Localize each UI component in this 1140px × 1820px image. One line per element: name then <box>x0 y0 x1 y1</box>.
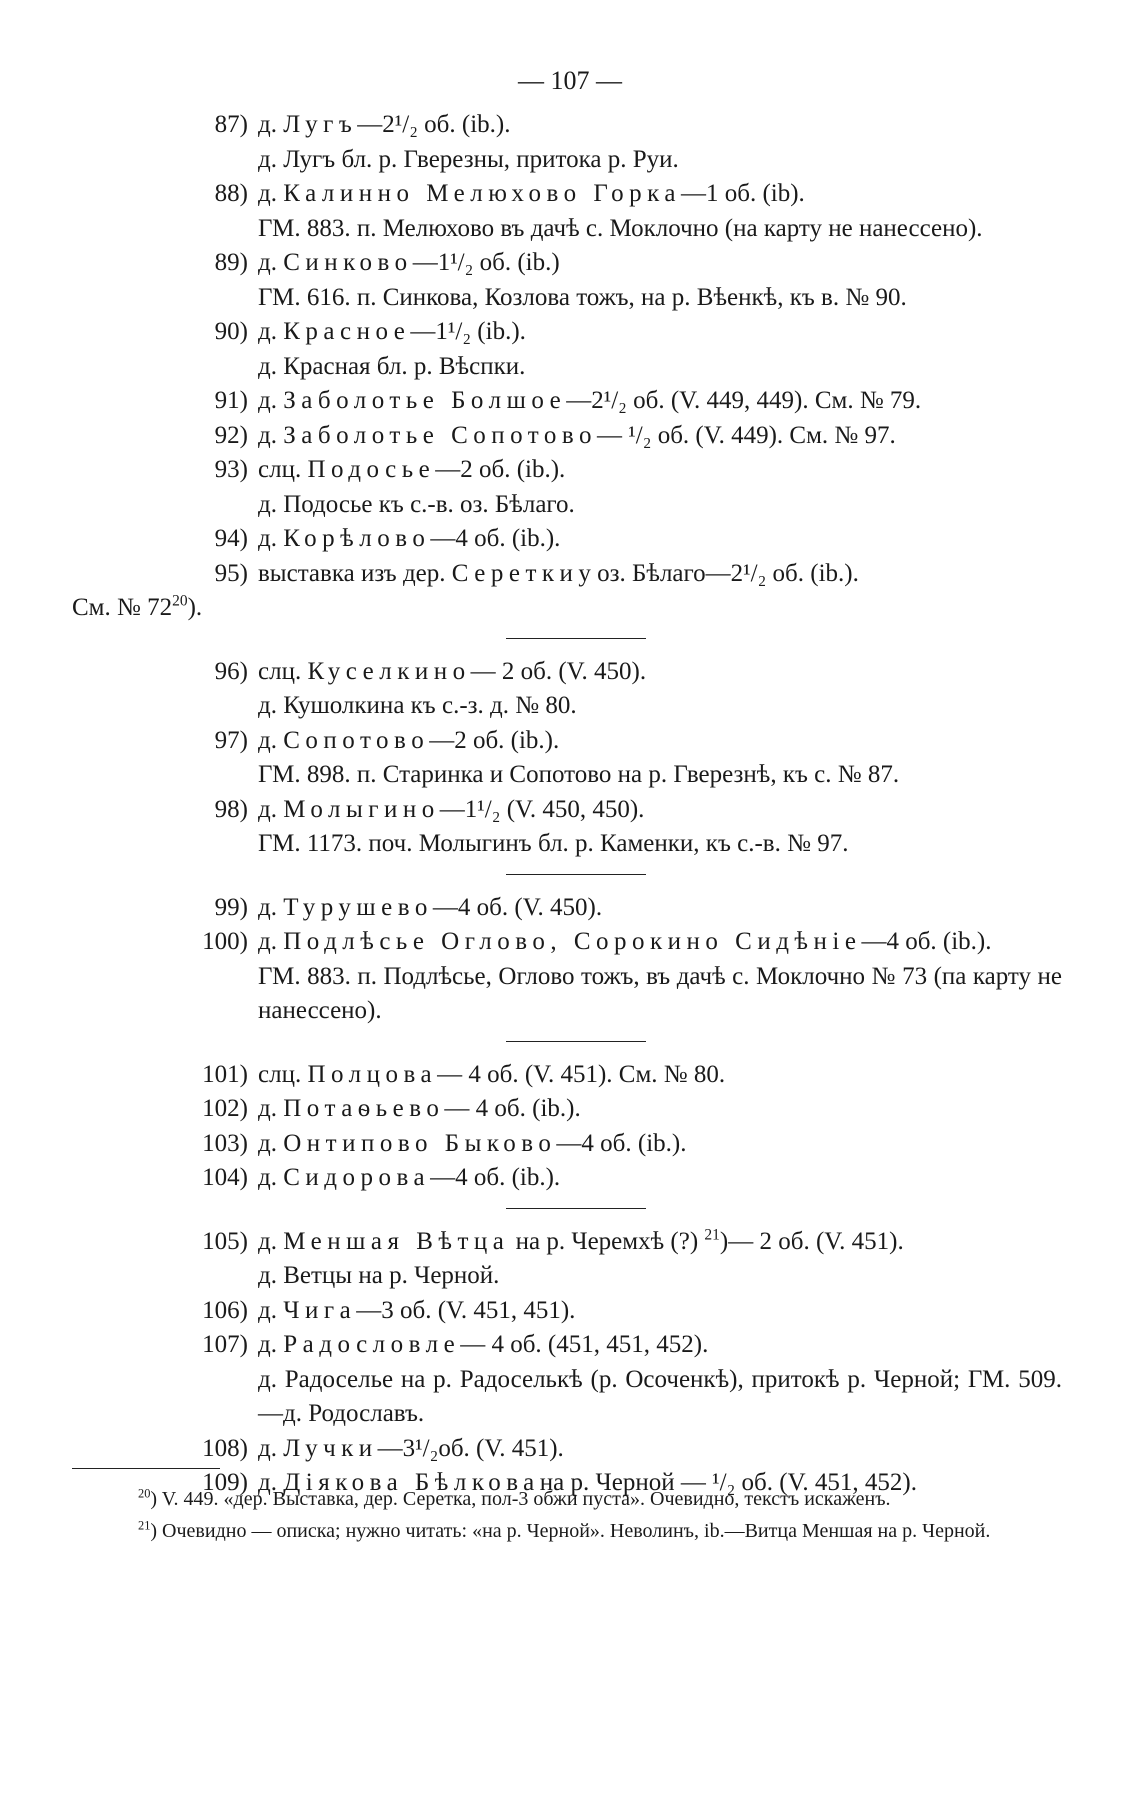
entry-detail: —4 об. (ib.). <box>556 1129 687 1157</box>
entry-detail: у оз. Бѣлаго—2¹/₂ об. (ib.). <box>578 559 859 587</box>
entry-detail: —1¹/₂ об. (ib.) <box>412 249 560 276</box>
entry-note: д. Лугъ бл. р. Гверезны, притока р. Руи. <box>258 145 679 173</box>
entry-line <box>72 1328 1062 1363</box>
entry-number: 93) <box>214 456 248 483</box>
settlement-type: д. <box>258 249 277 276</box>
settlement-type: слц. <box>258 657 302 685</box>
entry-line <box>72 557 1062 592</box>
entry-number: 99) <box>214 893 248 921</box>
footnote <box>72 1484 1062 1514</box>
settlement-type: д. <box>258 111 277 138</box>
entry-number: 101) <box>202 1060 248 1088</box>
settlement-type: д. <box>258 525 277 552</box>
entry-detail: — 4 об. (451, 451, 452). <box>460 1331 709 1358</box>
entry-detail: —4 об. (ib.). <box>430 1164 561 1191</box>
settlement-name: Серетки <box>451 559 579 587</box>
settlement-type: д. <box>258 1296 277 1324</box>
entry-line <box>72 891 1062 926</box>
settlement-type: слц. <box>258 456 302 483</box>
settlement-name: Турушево <box>283 893 433 921</box>
entry-line <box>72 1058 1062 1093</box>
settlement-type: выставка изъ дер. <box>258 559 446 587</box>
entry-line <box>72 1161 1062 1196</box>
settlement-name: Корѣлово <box>283 525 431 552</box>
entry-group-5 <box>72 1225 1062 1501</box>
settlement-name: Потаѳьево <box>283 1095 445 1122</box>
footnote <box>72 1516 1062 1546</box>
entry-group-4 <box>72 1058 1062 1196</box>
settlement-type: д. <box>258 318 277 345</box>
settlement-type: д. <box>258 726 277 754</box>
settlement-type: д. <box>258 1227 277 1255</box>
settlement-type: слц. <box>258 1060 302 1088</box>
entry-line <box>72 793 1062 828</box>
entry-number: 108) <box>202 1434 248 1462</box>
entry-number: 104) <box>202 1164 248 1191</box>
entry-group-1 <box>72 108 1062 626</box>
settlement-type: д. <box>258 387 277 414</box>
entry-line <box>72 177 1062 212</box>
entry-detail: —2¹/₂ об. (V. 449, 449). См. № 79. <box>566 387 922 414</box>
entry-note: ГМ. 616. п. Синкова, Козлова тожъ, на р. Вѣенкѣ, къ в. № 90. <box>258 283 907 311</box>
settlement-name: Синково <box>283 249 413 276</box>
entry-line <box>72 655 1062 690</box>
entry-number: 92) <box>214 421 248 449</box>
entry-detail: ). <box>187 594 203 621</box>
entry-number: 96) <box>214 657 248 685</box>
entry-note: д. Подосье къ с.-в. оз. Бѣлаго. <box>258 490 575 518</box>
footnote-text: ) V. 449. «дер. Выставка, дер. Серетка, пол-3 обжи пуста». Очевидно, текстъ искаженъ. <box>150 1488 891 1510</box>
entry-number: 98) <box>214 795 248 823</box>
entry-line <box>72 1225 1062 1260</box>
entry-number: 87) <box>214 111 248 138</box>
entry-continuation <box>72 591 1062 626</box>
section-divider <box>506 638 646 639</box>
settlement-type: д. <box>258 893 277 921</box>
settlement-name: Подлѣсье Оглово, Сорокино Сидѣніе <box>283 928 862 955</box>
entry-note: ГМ. 883. п. Мелюхово въ дачѣ с. Моклочно (на карту не нанессено). <box>258 214 983 242</box>
entry-detail: —2 об. (ib.). <box>435 456 566 483</box>
settlement-name: Меншая Вѣтца <box>283 1227 510 1255</box>
settlement-type: д. <box>258 795 277 823</box>
footnote-mark: 21 <box>138 1518 151 1533</box>
entry-line <box>72 1092 1062 1127</box>
section-divider <box>506 874 646 875</box>
entry-detail: —1¹/₂ (V. 450, 450). <box>439 795 645 823</box>
footnotes <box>72 1484 1062 1548</box>
entry-detail: —4 об. (ib.). <box>430 525 561 552</box>
entry-detail: —3 об. (V. 451, 451). <box>356 1296 576 1324</box>
entry-number: 103) <box>202 1129 248 1157</box>
settlement-name: Молыгино <box>283 795 440 823</box>
settlement-name: Полцова <box>307 1060 438 1088</box>
settlement-name: Сидорова <box>283 1164 431 1191</box>
settlement-name: Радословле <box>283 1331 461 1358</box>
settlement-name: Куселкино <box>307 657 471 685</box>
footnote-mark: 20 <box>138 1486 151 1501</box>
settlement-name: Лучки <box>283 1434 378 1462</box>
section-divider <box>506 1208 646 1209</box>
settlement-name: Лугъ <box>283 111 358 138</box>
entry-line <box>72 315 1062 350</box>
entry-note: ГМ. 883. п. Подлѣсье, Оглово тожъ, въ дачѣ с. Моклочно № 73 (па карту не нанессено). <box>258 962 1062 1024</box>
entry-line <box>72 1127 1062 1162</box>
entry-note: д. Кушолкина къ с.-з. д. № 80. <box>258 692 577 719</box>
settlement-type: д. <box>258 1095 277 1122</box>
entry-detail: См. № 72 <box>72 594 173 621</box>
settlement-name: Заболотье Сопотово <box>283 421 598 449</box>
entry-line <box>72 925 1062 960</box>
entry-line <box>72 419 1062 454</box>
entry-line <box>72 246 1062 281</box>
footnote-ref: 20 <box>172 592 188 610</box>
entry-number: 106) <box>202 1296 248 1324</box>
settlement-name: Чига <box>283 1296 357 1324</box>
settlement-type: д. <box>258 1129 277 1157</box>
settlement-name: Діякова Бѣлкова <box>283 1469 540 1496</box>
entry-detail: — ¹/₂ об. (V. 449). См. № 97. <box>597 421 896 449</box>
entry-line <box>72 453 1062 488</box>
entry-line <box>72 522 1062 557</box>
entry-number: 107) <box>202 1331 248 1358</box>
settlement-type: д. <box>258 1434 277 1462</box>
entry-detail: — 2 об. (V. 450). <box>470 657 647 685</box>
entry-note: д. Радоселье на р. Радоселькѣ (р. Осоченкѣ), притокѣ р. Черной; ГМ. 509.—д. Родославъ. <box>258 1365 1062 1427</box>
section-divider <box>506 1041 646 1042</box>
entry-number: 97) <box>214 726 248 754</box>
entry-group-3 <box>72 891 1062 1029</box>
entry-number: 95) <box>214 559 248 587</box>
entry-line <box>72 1432 1062 1467</box>
entry-detail: на р. Черной — ¹/₂ об. (V. 451, 452). <box>539 1469 917 1496</box>
entry-number: 89) <box>214 249 248 276</box>
entry-line <box>72 108 1062 143</box>
footnote-ref: 21 <box>704 1226 720 1244</box>
entry-detail: )— 2 об. (V. 451). <box>719 1227 904 1255</box>
settlement-type: д. <box>258 180 277 207</box>
settlement-type: д. <box>258 1164 277 1191</box>
settlement-type: д. <box>258 421 277 449</box>
entry-detail: — 4 об. (V. 451). См. № 80. <box>437 1060 726 1088</box>
entry-note: д. Ветцы на р. Черной. <box>258 1262 500 1289</box>
entry-detail: — 4 об. (ib.). <box>444 1095 581 1122</box>
settlement-name: Сопотово <box>283 726 430 754</box>
entry-detail: —1 об. (ib). <box>680 180 805 207</box>
entry-line <box>72 1294 1062 1329</box>
entry-note: ГМ. 1173. поч. Молыгинъ бл. р. Каменки, къ с.-в. № 97. <box>258 830 849 857</box>
settlement-name: Заболотье Болшое <box>283 387 567 414</box>
footnote-text: ) Очевидно — описка; нужно читать: «на р. Черной». Неволинъ, ib.—Витца Меншая на р. Черной. <box>150 1520 991 1542</box>
entry-detail: —4 об. (ib.). <box>861 928 992 955</box>
entry-note: ГМ. 898. п. Старинка и Сопотово на р. Гверезнѣ, къ с. № 87. <box>258 761 900 788</box>
settlement-name: Красное <box>283 318 411 345</box>
settlement-type: д. <box>258 1469 277 1496</box>
entry-number: 91) <box>214 387 248 414</box>
entry-detail: на р. Черемхѣ (?) <box>515 1227 699 1255</box>
entry-number: 109) <box>202 1469 248 1496</box>
settlement-name: Калинно Мелюхово Горка <box>283 180 681 207</box>
entry-number: 90) <box>214 318 248 345</box>
entry-detail: —2 об. (ib.). <box>429 726 560 754</box>
settlement-type: д. <box>258 928 277 955</box>
entry-number: 88) <box>214 180 248 207</box>
entry-number: 100) <box>202 928 248 955</box>
entry-number: 102) <box>202 1095 248 1122</box>
entry-note: д. Красная бл. р. Вѣспки. <box>258 352 526 380</box>
entry-line <box>72 724 1062 759</box>
entry-detail: —1¹/₂ (ib.). <box>410 318 526 345</box>
footnote-rule <box>72 1468 220 1469</box>
entry-group-2 <box>72 655 1062 862</box>
page-number: — 107 — <box>518 66 622 95</box>
entries-content <box>72 108 1062 1501</box>
settlement-name: Подосье <box>307 456 436 483</box>
settlement-type: д. <box>258 1331 277 1358</box>
entry-detail: —2¹/₂ об. (ib.). <box>357 111 511 138</box>
entry-line <box>72 384 1062 419</box>
entry-number: 105) <box>202 1227 248 1255</box>
settlement-name: Онтипово Быково <box>283 1129 557 1157</box>
entry-number: 94) <box>214 525 248 552</box>
entry-detail: —3¹/₂об. (V. 451). <box>377 1434 564 1462</box>
entry-detail: —4 об. (V. 450). <box>432 893 603 921</box>
